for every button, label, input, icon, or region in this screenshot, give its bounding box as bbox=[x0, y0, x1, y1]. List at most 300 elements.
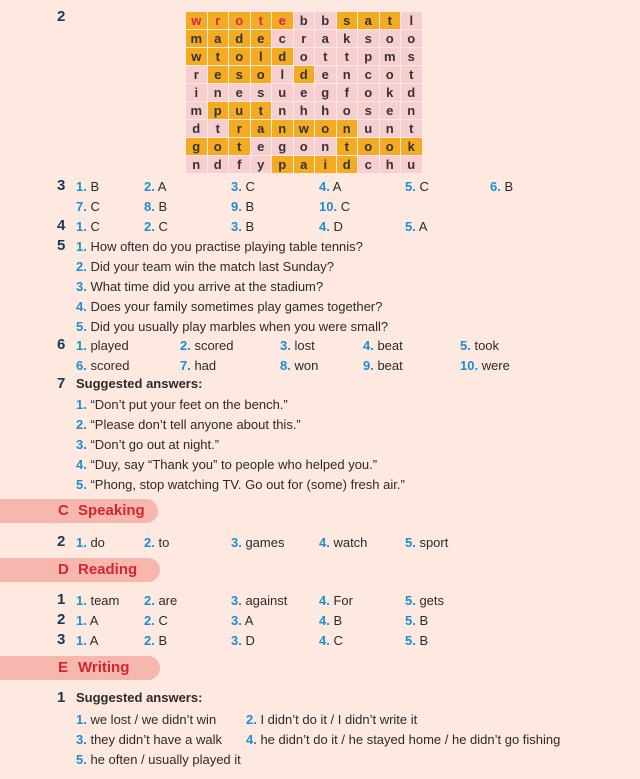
grid-cell: e bbox=[229, 84, 251, 102]
answer-number: 3. bbox=[231, 179, 242, 194]
answer-item bbox=[460, 358, 510, 373]
answer-item bbox=[405, 219, 427, 234]
grid-cell: s bbox=[336, 12, 358, 30]
answer-item bbox=[76, 437, 219, 452]
grid-cell: e bbox=[293, 84, 315, 102]
grid-cell: e bbox=[315, 66, 337, 84]
answer-number: 2. bbox=[144, 535, 155, 550]
answer-text: team bbox=[86, 593, 120, 608]
grid-cell: i bbox=[315, 156, 337, 174]
grid-cell: n bbox=[315, 138, 337, 156]
answer-item bbox=[144, 199, 167, 214]
section-letter: E bbox=[58, 659, 69, 676]
answer-text: B bbox=[500, 179, 514, 194]
answer-item bbox=[76, 199, 100, 214]
grid-cell: m bbox=[186, 102, 208, 120]
grid-cell: r bbox=[186, 66, 208, 84]
answer-text: B bbox=[154, 199, 168, 214]
grid-cell: g bbox=[272, 138, 294, 156]
answer-text: A bbox=[329, 179, 342, 194]
exercise-7-number: 7 bbox=[57, 375, 66, 392]
section-title: Reading bbox=[78, 561, 138, 578]
answer-text: games bbox=[241, 535, 285, 550]
grid-cell: t bbox=[229, 138, 251, 156]
answer-item bbox=[363, 358, 403, 373]
answer-number: 5. bbox=[405, 593, 416, 608]
answer-item bbox=[76, 319, 388, 334]
grid-cell: h bbox=[315, 102, 337, 120]
answer-item bbox=[319, 633, 343, 648]
grid-cell: n bbox=[272, 102, 294, 120]
exercise-7-title: Suggested answers: bbox=[76, 376, 203, 391]
answer-number: 4. bbox=[319, 219, 330, 234]
answer-item bbox=[76, 299, 382, 314]
grid-cell: k bbox=[379, 84, 401, 102]
answer-text: B bbox=[241, 219, 255, 234]
speaking-exercise-number: 2 bbox=[57, 533, 66, 550]
answer-item bbox=[231, 613, 253, 628]
answer-text: B bbox=[86, 179, 100, 194]
grid-cell: n bbox=[272, 120, 294, 138]
grid-cell: g bbox=[186, 138, 208, 156]
grid-cell: t bbox=[250, 102, 272, 120]
grid-cell: h bbox=[379, 156, 401, 174]
grid-cell: a bbox=[315, 30, 337, 48]
grid-cell: n bbox=[401, 102, 423, 120]
answer-item bbox=[319, 593, 353, 608]
grid-cell: t bbox=[336, 138, 358, 156]
grid-cell: b bbox=[315, 12, 337, 30]
grid-cell: i bbox=[186, 84, 208, 102]
answer-number: 2. bbox=[76, 259, 87, 274]
answer-text: C bbox=[337, 199, 351, 214]
answer-text: A bbox=[415, 219, 428, 234]
answer-text: Did you usually play marbles when you were small? bbox=[86, 319, 389, 334]
reading-3-number: 3 bbox=[57, 631, 66, 648]
grid-cell: e bbox=[250, 30, 272, 48]
grid-cell: o bbox=[207, 138, 229, 156]
reading-1-number: 1 bbox=[57, 591, 66, 608]
answer-number: 4. bbox=[319, 535, 330, 550]
grid-cell: t bbox=[401, 66, 423, 84]
grid-cell: p bbox=[272, 156, 294, 174]
answer-text: C bbox=[329, 633, 343, 648]
answer-item bbox=[180, 358, 216, 373]
answer-item bbox=[76, 633, 98, 648]
grid-cell: w bbox=[186, 48, 208, 66]
answer-number: 9. bbox=[363, 358, 374, 373]
answer-item bbox=[231, 179, 255, 194]
grid-cell: t bbox=[336, 48, 358, 66]
answer-number: 7. bbox=[76, 199, 87, 214]
answer-number: 10. bbox=[460, 358, 479, 373]
grid-cell: o bbox=[229, 48, 251, 66]
grid-cell: s bbox=[358, 30, 380, 48]
grid-cell: d bbox=[401, 84, 423, 102]
grid-cell: o bbox=[358, 84, 380, 102]
exercise-3-number: 3 bbox=[57, 177, 66, 194]
answer-item bbox=[76, 338, 129, 353]
answer-text: “Duy, say “Thank you” to people who helped you.” bbox=[86, 457, 378, 472]
answer-item bbox=[319, 199, 350, 214]
answer-number: 1. bbox=[76, 239, 87, 254]
answer-item bbox=[144, 613, 168, 628]
answer-text: “Don’t go out at night.” bbox=[86, 437, 220, 452]
writing-subtitle: Suggested answers: bbox=[76, 690, 203, 705]
answer-item bbox=[76, 477, 405, 492]
answer-text: beat bbox=[373, 358, 403, 373]
grid-cell: u bbox=[229, 102, 251, 120]
grid-cell: l bbox=[272, 66, 294, 84]
answer-item bbox=[319, 179, 341, 194]
grid-cell: t bbox=[207, 48, 229, 66]
answer-number: 7. bbox=[180, 358, 191, 373]
grid-cell: g bbox=[315, 84, 337, 102]
answer-item bbox=[246, 712, 417, 727]
grid-cell: a bbox=[358, 12, 380, 30]
answer-number: 3. bbox=[231, 593, 242, 608]
answer-text: “Don’t put your feet on the bench.” bbox=[86, 397, 288, 412]
answer-number: 1. bbox=[76, 179, 87, 194]
grid-cell: o bbox=[379, 30, 401, 48]
answer-item bbox=[405, 593, 444, 608]
answer-text: C bbox=[154, 613, 168, 628]
answer-text: A bbox=[86, 613, 99, 628]
answer-item bbox=[405, 535, 448, 550]
grid-cell: s bbox=[358, 102, 380, 120]
answer-item bbox=[180, 338, 233, 353]
answer-text: D bbox=[241, 633, 255, 648]
answer-item bbox=[76, 752, 241, 767]
answer-text: won bbox=[290, 358, 319, 373]
grid-cell: n bbox=[207, 84, 229, 102]
answer-number: 3. bbox=[76, 437, 87, 452]
answer-text: lost bbox=[290, 338, 315, 353]
answer-text: he often / usually played it bbox=[86, 752, 241, 767]
grid-cell: n bbox=[379, 120, 401, 138]
grid-cell: t bbox=[207, 120, 229, 138]
exercise-4-number: 4 bbox=[57, 217, 66, 234]
answer-number: 1. bbox=[76, 338, 87, 353]
grid-cell: l bbox=[401, 12, 423, 30]
grid-cell: e bbox=[250, 138, 272, 156]
section-writing-header bbox=[0, 656, 160, 680]
answer-number: 3. bbox=[76, 732, 87, 747]
answer-item bbox=[144, 219, 168, 234]
grid-cell: o bbox=[379, 138, 401, 156]
answer-number: 4. bbox=[246, 732, 257, 747]
grid-cell: f bbox=[229, 156, 251, 174]
grid-cell: c bbox=[358, 66, 380, 84]
answer-item bbox=[144, 593, 177, 608]
answer-number: 6. bbox=[76, 358, 87, 373]
answer-item bbox=[319, 535, 367, 550]
answer-number: 3. bbox=[76, 279, 87, 294]
answer-text: had bbox=[190, 358, 217, 373]
exercise-6-number: 6 bbox=[57, 336, 66, 353]
answer-text: “Phong, stop watching TV. Go out for (some) fresh air.” bbox=[86, 477, 405, 492]
grid-cell: t bbox=[379, 12, 401, 30]
answer-text: took bbox=[470, 338, 500, 353]
answer-text: to bbox=[154, 535, 170, 550]
grid-cell: o bbox=[293, 138, 315, 156]
answer-number: 2. bbox=[180, 338, 191, 353]
grid-cell: t bbox=[401, 120, 423, 138]
grid-cell: d bbox=[293, 66, 315, 84]
grid-cell: o bbox=[379, 66, 401, 84]
grid-cell: n bbox=[186, 156, 208, 174]
answer-text: “Please don’t tell anyone about this.” bbox=[86, 417, 301, 432]
grid-cell: r bbox=[229, 120, 251, 138]
answer-item bbox=[76, 593, 119, 608]
answer-number: 2. bbox=[144, 593, 155, 608]
answer-item bbox=[231, 219, 254, 234]
grid-cell: s bbox=[250, 84, 272, 102]
answer-number: 1. bbox=[76, 593, 87, 608]
answer-number: 4. bbox=[76, 299, 87, 314]
grid-cell: p bbox=[207, 102, 229, 120]
answer-item bbox=[231, 633, 255, 648]
answer-text: A bbox=[154, 179, 167, 194]
answer-text: C bbox=[86, 199, 100, 214]
answer-item bbox=[76, 417, 301, 432]
answer-number: 1. bbox=[76, 219, 87, 234]
answer-text: How often do you practise playing table tennis? bbox=[86, 239, 363, 254]
answer-item bbox=[246, 732, 560, 747]
answer-item bbox=[319, 219, 343, 234]
grid-cell: l bbox=[250, 48, 272, 66]
answer-text: A bbox=[86, 633, 99, 648]
answer-item bbox=[76, 179, 99, 194]
answer-number: 5. bbox=[76, 752, 87, 767]
answer-item bbox=[76, 279, 323, 294]
answer-item bbox=[144, 535, 169, 550]
answer-item bbox=[76, 239, 363, 254]
answer-text: C bbox=[154, 219, 168, 234]
grid-cell: f bbox=[336, 84, 358, 102]
answer-number: 2. bbox=[76, 417, 87, 432]
grid-cell: k bbox=[336, 30, 358, 48]
exercise-2-number: 2 bbox=[57, 8, 66, 25]
answer-number: 4. bbox=[319, 613, 330, 628]
answer-text: What time did you arrive at the stadium? bbox=[86, 279, 324, 294]
grid-cell: m bbox=[379, 48, 401, 66]
grid-cell: e bbox=[207, 66, 229, 84]
grid-cell: p bbox=[358, 48, 380, 66]
section-reading-header bbox=[0, 558, 160, 582]
answer-number: 2. bbox=[144, 179, 155, 194]
grid-cell: c bbox=[358, 156, 380, 174]
answer-text: B bbox=[329, 613, 343, 628]
section-letter: C bbox=[58, 502, 69, 519]
grid-cell: s bbox=[401, 48, 423, 66]
grid-cell: m bbox=[186, 30, 208, 48]
answer-number: 5. bbox=[405, 535, 416, 550]
answer-number: 1. bbox=[76, 535, 87, 550]
answer-item bbox=[76, 457, 377, 472]
grid-cell: e bbox=[272, 12, 294, 30]
answer-text: scored bbox=[190, 338, 234, 353]
answer-item bbox=[76, 712, 216, 727]
answer-number: 4. bbox=[319, 633, 330, 648]
grid-cell: d bbox=[186, 120, 208, 138]
answer-number: 2. bbox=[144, 633, 155, 648]
grid-cell: o bbox=[336, 102, 358, 120]
grid-cell: k bbox=[401, 138, 423, 156]
grid-cell: n bbox=[336, 120, 358, 138]
answer-text: were bbox=[478, 358, 510, 373]
answer-item bbox=[280, 358, 318, 373]
answer-number: 3. bbox=[231, 219, 242, 234]
answer-number: 5. bbox=[76, 477, 87, 492]
grid-cell: o bbox=[358, 138, 380, 156]
grid-cell: w bbox=[186, 12, 208, 30]
answer-number: 3. bbox=[231, 633, 242, 648]
answer-number: 5. bbox=[460, 338, 471, 353]
answer-item bbox=[405, 633, 428, 648]
answer-text: do bbox=[86, 535, 105, 550]
answer-item bbox=[405, 179, 429, 194]
grid-cell: a bbox=[207, 30, 229, 48]
answer-item bbox=[76, 358, 129, 373]
answer-number: 2. bbox=[144, 613, 155, 628]
answer-item bbox=[490, 179, 513, 194]
answer-number: 1. bbox=[76, 613, 87, 628]
answer-text: B bbox=[415, 613, 429, 628]
section-speaking-header bbox=[0, 499, 158, 523]
answer-text: C bbox=[415, 179, 429, 194]
grid-cell: o bbox=[401, 30, 423, 48]
section-title: Speaking bbox=[78, 502, 145, 519]
answer-text: D bbox=[329, 219, 343, 234]
answer-text: B bbox=[415, 633, 429, 648]
answer-item bbox=[76, 613, 98, 628]
section-letter: D bbox=[58, 561, 69, 578]
answer-number: 5. bbox=[76, 319, 87, 334]
section-title: Writing bbox=[78, 659, 130, 676]
answer-number: 4. bbox=[363, 338, 374, 353]
answer-number: 10. bbox=[319, 199, 338, 214]
answer-item bbox=[363, 338, 403, 353]
answer-number: 4. bbox=[319, 179, 330, 194]
answer-number: 6. bbox=[490, 179, 501, 194]
answer-text: played bbox=[86, 338, 129, 353]
answer-item bbox=[144, 179, 166, 194]
answer-text: we lost / we didn’t win bbox=[86, 712, 217, 727]
answer-item bbox=[231, 535, 284, 550]
answer-text: C bbox=[241, 179, 255, 194]
answer-item bbox=[76, 732, 222, 747]
answer-text: A bbox=[241, 613, 254, 628]
grid-cell: a bbox=[250, 120, 272, 138]
answer-text: B bbox=[154, 633, 168, 648]
answer-number: 5. bbox=[405, 179, 416, 194]
answer-item bbox=[76, 259, 334, 274]
answer-number: 5. bbox=[405, 219, 416, 234]
answer-text: Did your team win the match last Sunday? bbox=[86, 259, 334, 274]
grid-cell: r bbox=[207, 12, 229, 30]
grid-cell: h bbox=[293, 102, 315, 120]
answer-item bbox=[460, 338, 499, 353]
grid-cell: u bbox=[358, 120, 380, 138]
answer-number: 8. bbox=[144, 199, 155, 214]
answer-number: 9. bbox=[231, 199, 242, 214]
answer-text: sport bbox=[415, 535, 449, 550]
answer-number: 2. bbox=[246, 712, 257, 727]
answer-text: C bbox=[86, 219, 100, 234]
grid-cell: o bbox=[250, 66, 272, 84]
grid-cell: d bbox=[336, 156, 358, 174]
writing-exercise-number: 1 bbox=[57, 689, 66, 706]
grid-cell: u bbox=[272, 84, 294, 102]
word-search-grid bbox=[185, 11, 423, 174]
grid-cell: s bbox=[229, 66, 251, 84]
reading-2-number: 2 bbox=[57, 611, 66, 628]
answer-number: 3. bbox=[280, 338, 291, 353]
grid-cell: o bbox=[293, 48, 315, 66]
answer-number: 2. bbox=[144, 219, 155, 234]
grid-cell: o bbox=[229, 12, 251, 30]
grid-cell: r bbox=[293, 30, 315, 48]
answer-text: B bbox=[241, 199, 255, 214]
answer-item bbox=[76, 219, 100, 234]
answer-text: he didn’t do it / he stayed home / he didn’t go fishing bbox=[256, 732, 561, 747]
answer-number: 4. bbox=[76, 457, 87, 472]
grid-cell: d bbox=[229, 30, 251, 48]
answer-number: 3. bbox=[231, 613, 242, 628]
answer-text: against bbox=[241, 593, 288, 608]
answer-text: For bbox=[329, 593, 353, 608]
grid-cell: c bbox=[272, 30, 294, 48]
answer-item bbox=[76, 535, 105, 550]
answer-item bbox=[405, 613, 428, 628]
grid-cell: e bbox=[379, 102, 401, 120]
answer-number: 1. bbox=[76, 633, 87, 648]
answer-number: 8. bbox=[280, 358, 291, 373]
answer-text: I didn’t do it / I didn’t write it bbox=[256, 712, 418, 727]
answer-number: 3. bbox=[231, 535, 242, 550]
answer-text: are bbox=[154, 593, 178, 608]
answer-text: scored bbox=[86, 358, 130, 373]
answer-item bbox=[280, 338, 315, 353]
grid-cell: d bbox=[272, 48, 294, 66]
answer-item bbox=[319, 613, 342, 628]
grid-cell: o bbox=[315, 120, 337, 138]
answer-item bbox=[144, 633, 167, 648]
answer-number: 1. bbox=[76, 397, 87, 412]
answer-item bbox=[231, 593, 287, 608]
answer-text: gets bbox=[415, 593, 445, 608]
grid-cell: w bbox=[293, 120, 315, 138]
answer-number: 5. bbox=[405, 633, 416, 648]
exercise-5-number: 5 bbox=[57, 237, 66, 254]
grid-cell: y bbox=[250, 156, 272, 174]
answer-text: watch bbox=[329, 535, 368, 550]
grid-cell: n bbox=[336, 66, 358, 84]
answer-item bbox=[76, 397, 288, 412]
answer-number: 4. bbox=[319, 593, 330, 608]
grid-cell: t bbox=[315, 48, 337, 66]
grid-cell: a bbox=[293, 156, 315, 174]
answer-text: Does your family sometimes play games together? bbox=[86, 299, 383, 314]
grid-cell: u bbox=[401, 156, 423, 174]
grid-cell: d bbox=[207, 156, 229, 174]
answer-text: beat bbox=[373, 338, 403, 353]
answer-number: 5. bbox=[405, 613, 416, 628]
answer-item bbox=[231, 199, 254, 214]
answer-text: they didn’t have a walk bbox=[86, 732, 222, 747]
answer-number: 1. bbox=[76, 712, 87, 727]
